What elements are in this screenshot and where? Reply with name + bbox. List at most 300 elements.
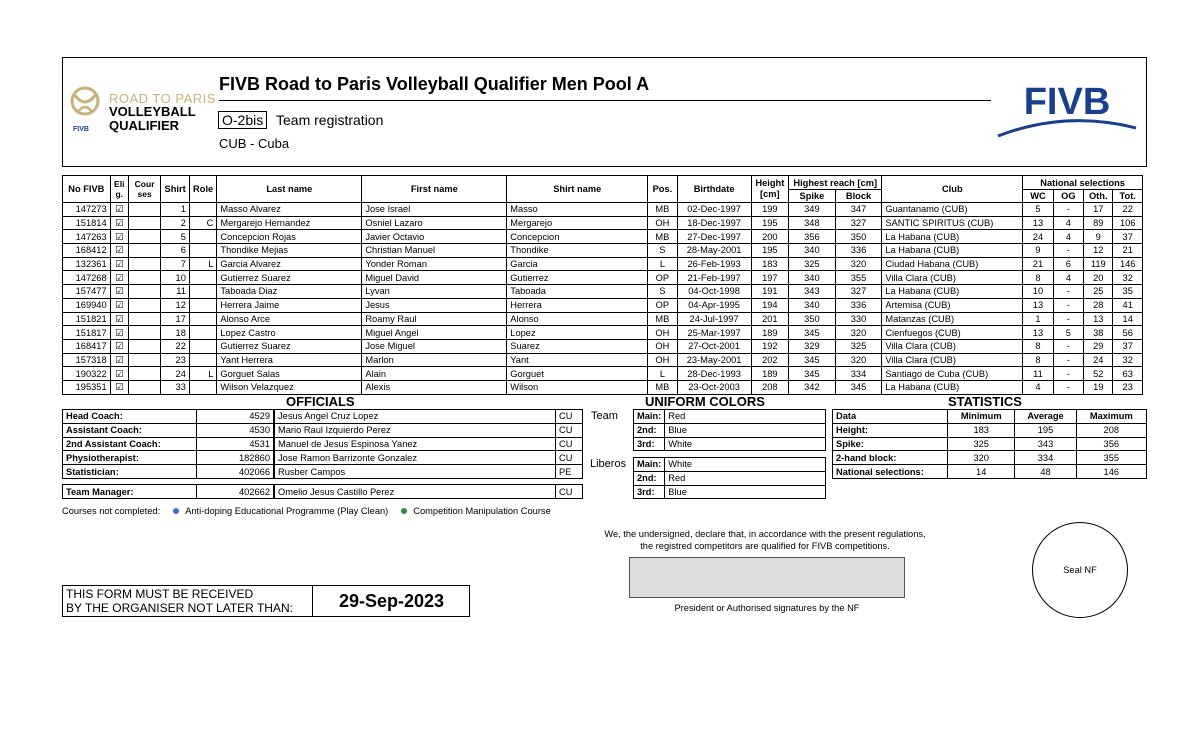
cell-spike: 345 [789, 326, 836, 340]
cell-tot: 41 [1113, 298, 1143, 312]
official-role: Statistician: [63, 465, 197, 479]
cell-club: La Habana (CUB) [882, 230, 1023, 244]
cell-no: 151817 [63, 326, 111, 340]
cell-shirt: 7 [161, 257, 190, 271]
col-elig: Eli g. [110, 176, 128, 203]
cell-spike: 345 [789, 367, 836, 381]
cell-no: 147263 [63, 230, 111, 244]
cell-height: 199 [751, 203, 789, 217]
official-role: Physiotherapist: [63, 451, 197, 465]
cell-oth: 20 [1084, 271, 1113, 285]
cell-no: 157318 [63, 353, 111, 367]
table-row [63, 353, 1143, 367]
cell-elig[interactable]: ☑ [110, 339, 128, 353]
cell-last: Thondike Mejias [217, 244, 362, 258]
uniform-liberos-label: Liberos [590, 458, 627, 470]
cell-birth: 02-Dec-1997 [677, 203, 751, 217]
cell-height: 189 [751, 326, 789, 340]
cell-height: 183 [751, 257, 789, 271]
cell-elig[interactable]: ☑ [110, 312, 128, 326]
cell-role [189, 312, 217, 326]
cell-block: 336 [835, 298, 882, 312]
cell-wc: 21 [1023, 257, 1053, 271]
courses-legend [62, 506, 551, 516]
cell-first: Marlon [362, 353, 507, 367]
uniform-key: Main: [634, 458, 665, 472]
cell-height: 192 [751, 339, 789, 353]
cell-elig[interactable]: ☑ [110, 380, 128, 394]
cell-no: 195351 [63, 380, 111, 394]
cell-elig[interactable]: ☑ [110, 271, 128, 285]
cell-oth: 9 [1084, 230, 1113, 244]
cell-height: 201 [751, 312, 789, 326]
officials-table [62, 409, 583, 479]
cell-role [189, 244, 217, 258]
col-oth: Oth. [1084, 190, 1113, 203]
cell-spike: 325 [789, 257, 836, 271]
cell-tot: 22 [1113, 203, 1143, 217]
uniform-value: Red [665, 471, 826, 485]
cell-block: 336 [835, 244, 882, 258]
deadline-label [66, 587, 310, 615]
cell-oth: 17 [1084, 203, 1113, 217]
cell-shirt-name: Concepcion [507, 230, 648, 244]
cell-role: L [189, 367, 217, 381]
cell-spike: 342 [789, 380, 836, 394]
cell-spike: 345 [789, 353, 836, 367]
page-title: FIVB Road to Paris Volleyball Qualifier Men Pool A [219, 74, 650, 94]
cell-height: 208 [751, 380, 789, 394]
cell-courses [128, 271, 160, 285]
cell-club: La Habana (CUB) [882, 244, 1023, 258]
team-name: CUB - Cuba [219, 136, 290, 151]
statistics-table [832, 409, 1147, 479]
cell-last: Gorguet Salas [217, 367, 362, 381]
anti-doping-dot-icon [173, 508, 179, 514]
cell-no: 147273 [63, 203, 111, 217]
cell-og: - [1053, 380, 1083, 394]
cell-block: 320 [835, 353, 882, 367]
cell-role [189, 298, 217, 312]
cell-spike: 356 [789, 230, 836, 244]
stats-label: Height: [833, 423, 948, 437]
cell-courses [128, 312, 160, 326]
official-country: PE [556, 465, 583, 479]
officials-title: OFFICIALS [286, 394, 355, 409]
col-birthdate: Birthdate [677, 176, 751, 203]
cell-oth: 119 [1084, 257, 1113, 271]
cell-oth: 13 [1084, 312, 1113, 326]
cell-tot: 32 [1113, 271, 1143, 285]
cell-tot: 37 [1113, 230, 1143, 244]
cell-og: - [1053, 203, 1083, 217]
cell-no: 151821 [63, 312, 111, 326]
official-role: Head Coach: [63, 410, 197, 424]
cell-oth: 29 [1084, 339, 1113, 353]
official-row [63, 437, 583, 451]
official-id: 4531 [197, 437, 274, 451]
team-manager-row [63, 485, 583, 499]
uniform-value: White [665, 437, 826, 451]
col-first-name: First name [362, 176, 507, 203]
cell-courses [128, 230, 160, 244]
stats-label: 2-hand block: [833, 451, 948, 465]
uniform-key: Main: [634, 410, 665, 424]
official-row [63, 410, 583, 424]
cell-shirt-name: Lopez [507, 326, 648, 340]
cell-shirt-name: Mergarejo [507, 216, 648, 230]
official-name: Jose Ramon Barrizonte Gonzalez [275, 451, 556, 465]
stats-avg: 48 [1015, 465, 1076, 479]
stats-avg: 195 [1015, 423, 1076, 437]
cell-wc: 5 [1023, 203, 1053, 217]
cell-og: 4 [1053, 271, 1083, 285]
stats-row [833, 465, 1147, 479]
fivb-logo-icon [996, 80, 1138, 140]
uniform-team-row [634, 423, 826, 437]
cell-first: Jesus [362, 298, 507, 312]
cell-oth: 12 [1084, 244, 1113, 258]
col-block: Block [835, 190, 882, 203]
cell-oth: 19 [1084, 380, 1113, 394]
cell-tot: 21 [1113, 244, 1143, 258]
cell-og: - [1053, 298, 1083, 312]
cell-spike: 329 [789, 339, 836, 353]
cell-club: Villa Clara (CUB) [882, 271, 1023, 285]
cell-block: 350 [835, 230, 882, 244]
cell-club: Villa Clara (CUB) [882, 353, 1023, 367]
table-row [63, 244, 1143, 258]
uniform-value: White [665, 458, 826, 472]
signature-label: President or Authorised signatures by the NF [674, 603, 860, 613]
cell-shirt-name: Garcia [507, 257, 648, 271]
cell-courses [128, 257, 160, 271]
cell-club: Villa Clara (CUB) [882, 339, 1023, 353]
official-row [63, 465, 583, 479]
cell-shirt: 17 [161, 312, 190, 326]
cell-first: Yonder Roman [362, 257, 507, 271]
cell-elig[interactable]: ☑ [110, 367, 128, 381]
cell-club: Guantanamo (CUB) [882, 203, 1023, 217]
stats-min: 183 [948, 423, 1015, 437]
cell-wc: 13 [1023, 326, 1053, 340]
cell-wc: 8 [1023, 353, 1053, 367]
cell-role [189, 271, 217, 285]
signature-field[interactable] [629, 557, 905, 598]
cell-pos: OH [648, 326, 677, 340]
cell-wc: 13 [1023, 216, 1053, 230]
cell-elig[interactable]: ☑ [110, 230, 128, 244]
cell-tot: 35 [1113, 285, 1143, 299]
title-underline [219, 100, 991, 101]
cell-last: Mergarejo Hernandez [217, 216, 362, 230]
cell-birth: 24-Jul-1997 [677, 312, 751, 326]
seal-label: Seal NF [1063, 565, 1097, 575]
cell-birth: 27-Dec-1997 [677, 230, 751, 244]
uniform-team-label: Team [591, 410, 618, 422]
cell-last: Garcia Alvarez [217, 257, 362, 271]
cell-elig[interactable]: ☑ [110, 285, 128, 299]
col-og: OG [1053, 190, 1083, 203]
cell-height: 195 [751, 216, 789, 230]
cell-wc: 13 [1023, 298, 1053, 312]
cell-first: Alain [362, 367, 507, 381]
cell-role [189, 285, 217, 299]
cell-elig[interactable]: ☑ [110, 257, 128, 271]
course-manipulation: Competition Manipulation Course [413, 506, 551, 516]
table-row [63, 312, 1143, 326]
cell-oth: 89 [1084, 216, 1113, 230]
cell-shirt-name: Thondike [507, 244, 648, 258]
col-last-name: Last name [217, 176, 362, 203]
cell-no: 168417 [63, 339, 111, 353]
stats-row [833, 451, 1147, 465]
cell-block: 345 [835, 380, 882, 394]
cell-elig[interactable]: ☑ [110, 244, 128, 258]
cell-shirt: 11 [161, 285, 190, 299]
cell-first: Jose Miguel [362, 339, 507, 353]
form-code: O-2bis [218, 111, 267, 129]
cell-pos: S [648, 244, 677, 258]
official-country: CU [556, 451, 583, 465]
cell-elig[interactable]: ☑ [110, 216, 128, 230]
cell-courses [128, 380, 160, 394]
cell-og: 4 [1053, 230, 1083, 244]
col-club: Club [882, 176, 1023, 203]
official-country: CU [556, 423, 583, 437]
uniform-value: Blue [665, 485, 826, 499]
cell-shirt-name: Wilson [507, 380, 648, 394]
stats-max: 146 [1076, 465, 1146, 479]
cell-oth: 25 [1084, 285, 1113, 299]
col-pos: Pos. [648, 176, 677, 203]
table-row [63, 216, 1143, 230]
stats-header-row [833, 410, 1147, 424]
cell-block: 330 [835, 312, 882, 326]
uniform-value: Blue [665, 423, 826, 437]
cell-shirt-name: Suarez [507, 339, 648, 353]
manipulation-dot-icon [401, 508, 407, 514]
cell-birth: 28-May-2001 [677, 244, 751, 258]
col-tot: Tot. [1113, 190, 1143, 203]
cell-tot: 37 [1113, 339, 1143, 353]
cell-wc: 4 [1023, 380, 1053, 394]
cell-role [189, 380, 217, 394]
cell-block: 355 [835, 271, 882, 285]
table-row [63, 326, 1143, 340]
cell-birth: 23-Oct-2003 [677, 380, 751, 394]
cell-no: 151814 [63, 216, 111, 230]
cell-elig[interactable]: ☑ [110, 298, 128, 312]
cell-wc: 1 [1023, 312, 1053, 326]
cell-last: Yant Herrera [217, 353, 362, 367]
stats-col-data: Data [833, 410, 948, 424]
cell-role: C [189, 216, 217, 230]
cell-shirt-name: Masso [507, 203, 648, 217]
cell-birth: 25-Mar-1997 [677, 326, 751, 340]
cell-wc: 8 [1023, 339, 1053, 353]
official-id: 4530 [197, 423, 274, 437]
cell-last: Herrera Jaime [217, 298, 362, 312]
cell-no: 147268 [63, 271, 111, 285]
cell-pos: MB [648, 203, 677, 217]
manager-id: 402662 [197, 485, 274, 499]
official-id: 4529 [197, 410, 274, 424]
cell-oth: 52 [1084, 367, 1113, 381]
cell-courses [128, 326, 160, 340]
cell-elig[interactable]: ☑ [110, 326, 128, 340]
cell-first: Lyvan [362, 285, 507, 299]
official-role: 2nd Assistant Coach: [63, 437, 197, 451]
cell-tot: 56 [1113, 326, 1143, 340]
stats-max: 208 [1076, 423, 1146, 437]
logo-road-text: ROAD TO PARIS [109, 91, 216, 106]
cell-role [189, 339, 217, 353]
cell-tot: 14 [1113, 312, 1143, 326]
roster-body [63, 203, 1143, 395]
cell-pos: MB [648, 380, 677, 394]
uniform-key: 3rd: [634, 485, 665, 499]
cell-og: - [1053, 353, 1083, 367]
cell-oth: 28 [1084, 298, 1113, 312]
official-row [63, 451, 583, 465]
cell-role [189, 353, 217, 367]
logo-qualifier-text: QUALIFIER [109, 118, 180, 133]
cell-last: Gutierrez Suarez [217, 339, 362, 353]
cell-first: Roamy Raul [362, 312, 507, 326]
table-row [63, 380, 1143, 394]
uniform-key: 3rd: [634, 437, 665, 451]
cell-first: Miguel David [362, 271, 507, 285]
cell-spike: 340 [789, 298, 836, 312]
cell-og: - [1053, 244, 1083, 258]
cell-height: 200 [751, 230, 789, 244]
cell-club: SANTIC SPIRITUS (CUB) [882, 216, 1023, 230]
uniform-key: 2nd: [634, 471, 665, 485]
official-name: Manuel de Jesus Espinosa Yanez [275, 437, 556, 451]
table-row [63, 257, 1143, 271]
stats-min: 14 [948, 465, 1015, 479]
cell-no: 157477 [63, 285, 111, 299]
official-country: CU [556, 410, 583, 424]
cell-last: Wilson Velazquez [217, 380, 362, 394]
declaration [590, 528, 940, 552]
stats-col-min: Minimum [948, 410, 1015, 424]
cell-birth: 23-May-2001 [677, 353, 751, 367]
cell-courses [128, 285, 160, 299]
cell-elig[interactable]: ☑ [110, 353, 128, 367]
table-row [63, 367, 1143, 381]
cell-club: Artemisa (CUB) [882, 298, 1023, 312]
cell-courses [128, 298, 160, 312]
stats-avg: 334 [1015, 451, 1076, 465]
cell-courses [128, 203, 160, 217]
cell-courses [128, 353, 160, 367]
cell-shirt: 23 [161, 353, 190, 367]
cell-og: 5 [1053, 326, 1083, 340]
cell-spike: 348 [789, 216, 836, 230]
uniform-liberos-table [633, 457, 826, 499]
cell-shirt-name: Gutierrez [507, 271, 648, 285]
cell-og: - [1053, 367, 1083, 381]
cell-no: 132361 [63, 257, 111, 271]
cell-pos: OH [648, 216, 677, 230]
official-id: 402066 [197, 465, 274, 479]
statistics-title: STATISTICS [948, 394, 1022, 409]
declaration-line1: We, the undersigned, declare that, in accordance with the present regulations, [604, 529, 926, 539]
stats-min: 325 [948, 437, 1015, 451]
stats-max: 356 [1076, 437, 1146, 451]
stats-avg: 343 [1015, 437, 1076, 451]
cell-block: 347 [835, 203, 882, 217]
stats-max: 355 [1076, 451, 1146, 465]
cell-spike: 349 [789, 203, 836, 217]
cell-courses [128, 339, 160, 353]
cell-height: 197 [751, 271, 789, 285]
cell-og: - [1053, 312, 1083, 326]
manager-name: Omelio Jesus Castillo Perez [275, 485, 556, 499]
cell-shirt: 1 [161, 203, 190, 217]
cell-first: Miguel Angel [362, 326, 507, 340]
cell-spike: 343 [789, 285, 836, 299]
cell-pos: OP [648, 298, 677, 312]
cell-first: Osniel Lazaro [362, 216, 507, 230]
official-name: Rusber Campos [275, 465, 556, 479]
cell-shirt: 24 [161, 367, 190, 381]
cell-first: Christian Manuel [362, 244, 507, 258]
official-name: Jesus Angel Cruz Lopez [275, 410, 556, 424]
cell-shirt: 6 [161, 244, 190, 258]
cell-shirt: 2 [161, 216, 190, 230]
cell-no: 168412 [63, 244, 111, 258]
cell-pos: MB [648, 312, 677, 326]
cell-tot: 63 [1113, 367, 1143, 381]
courses-label: Courses not completed: [62, 506, 161, 516]
cell-height: 189 [751, 367, 789, 381]
cell-tot: 32 [1113, 353, 1143, 367]
stats-min: 320 [948, 451, 1015, 465]
cell-last: Taboada Diaz [217, 285, 362, 299]
col-shirt-name: Shirt name [507, 176, 648, 203]
manager-country: CU [556, 485, 583, 499]
col-shirt: Shirt [161, 176, 190, 203]
table-row [63, 230, 1143, 244]
cell-elig[interactable]: ☑ [110, 203, 128, 217]
cell-shirt: 18 [161, 326, 190, 340]
stats-row [833, 423, 1147, 437]
cell-block: 320 [835, 326, 882, 340]
cell-og: - [1053, 285, 1083, 299]
cell-shirt-name: Gorguet [507, 367, 648, 381]
official-name: Mario Raul Izquierdo Perez [275, 423, 556, 437]
cell-block: 325 [835, 339, 882, 353]
cell-wc: 11 [1023, 367, 1053, 381]
cell-wc: 8 [1023, 271, 1053, 285]
uniform-team-table [633, 409, 826, 451]
cell-birth: 04-Oct-1998 [677, 285, 751, 299]
cell-no: 169940 [63, 298, 111, 312]
cell-birth: 18-Dec-1997 [677, 216, 751, 230]
cell-last: Concepcion Rojas [217, 230, 362, 244]
cell-og: 6 [1053, 257, 1083, 271]
table-row [63, 285, 1143, 299]
officials-body [63, 410, 583, 479]
uniform-liberos-row [634, 458, 826, 472]
col-spike: Spike [789, 190, 836, 203]
col-courses: Cour ses [128, 176, 160, 203]
cell-club: Santiago de Cuba (CUB) [882, 367, 1023, 381]
cell-height: 195 [751, 244, 789, 258]
